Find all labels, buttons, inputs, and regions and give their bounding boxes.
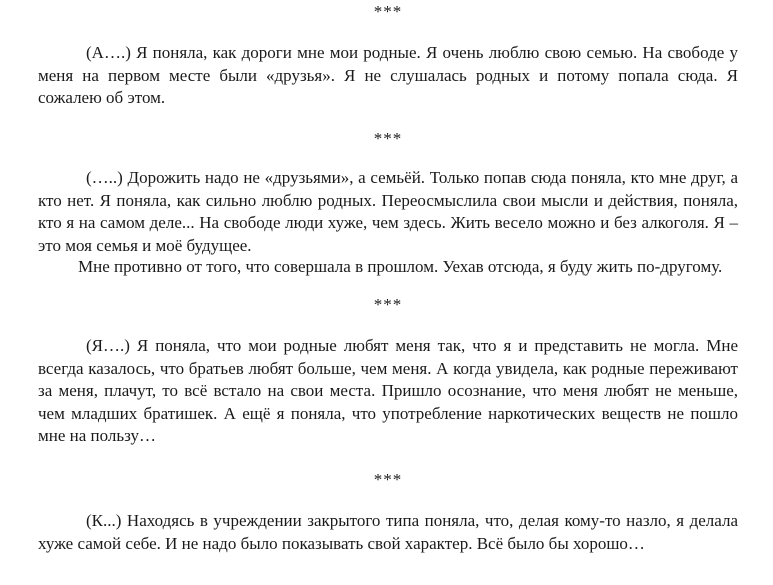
section-separator: *** xyxy=(373,470,403,489)
entry-2-continuation: Мне противно от того, что совершала в прошлом. Уехав отсюда, я буду жить по-другому. xyxy=(78,257,723,276)
entry-2-text: (…..) Дорожить надо не «друзьями», а семьёй. Только попав сюда поняла, кто мне друг, а кто нет. Я поняла, как сильно люблю родных. Переосмыслила свои мысли и действия, поняла, кто я на самом деле... На свободе люди хуже, чем здесь. Жить весело можно и без алкоголя. Я – это моя семья и моё будущее. xyxy=(38,168,738,255)
entry-3-text: (Я….) Я поняла, что мои родные любят меня так, что я и представить не могла. Мне всегда казалось, что братьев любят больше, чем меня. А когда увидела, как родные переживают за меня, плачут, то всё встало на свои места. Пришло осознание, что меня любят не меньше, чем младших братишек. А ещё я поняла, что употребление наркотических веществ не пошло мне на пользу… xyxy=(38,336,738,446)
section-separator: *** xyxy=(373,295,403,314)
section-separator: *** xyxy=(373,2,403,21)
section-separator: *** xyxy=(373,129,403,148)
entry-1-text: (А….) Я поняла, как дороги мне мои родные. Я очень люблю свою семью. На свободе у меня на первом месте были «друзья». Я не слушалась родных и потому попала сюда. Я сожалею об этом. xyxy=(38,43,738,108)
entry-4-text: (К...) Находясь в учреждении закрытого типа поняла, что, делая кому-то назло, я делала хуже самой себе. И не надо было показывать свой характер. Всё было бы хорошо… xyxy=(38,511,738,553)
